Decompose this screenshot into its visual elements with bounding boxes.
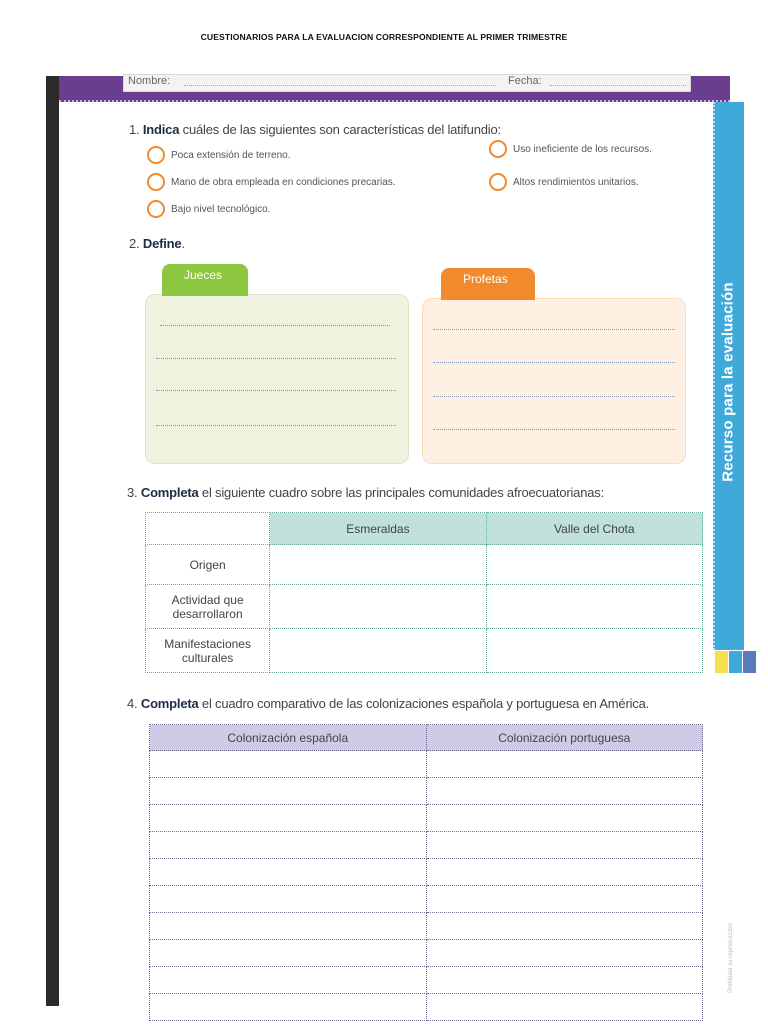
table-cell[interactable] [426,778,703,805]
column-header: Colonización portuguesa [426,725,703,751]
question-3-title [127,485,604,500]
table-row [150,940,703,967]
side-strip-text: Recurso para la evaluación [719,282,737,482]
table-cell[interactable] [150,859,427,886]
table-row [150,751,703,778]
option-circle[interactable] [489,173,507,191]
table-cell[interactable] [426,913,703,940]
answer-line[interactable] [156,390,396,391]
answer-line[interactable] [156,425,396,426]
table-row [150,778,703,805]
answer-line[interactable] [433,329,675,330]
table-cell[interactable] [150,832,427,859]
option-2[interactable] [489,140,652,158]
color-square [729,651,742,673]
table-row [150,913,703,940]
option-label: Poca extensión de terreno. [171,149,291,161]
question-2-number: 2. [129,236,140,251]
option-1[interactable] [147,146,291,164]
name-label: Nombre: [128,75,171,87]
table-cell[interactable] [150,967,427,994]
table-cell[interactable] [426,859,703,886]
name-field[interactable] [184,85,496,86]
table-cell[interactable] [426,751,703,778]
table-cell[interactable] [426,886,703,913]
question-3-text: el siguiente cuadro sobre las principales comunidades afroecuatorianas: [198,485,604,500]
question-2-text: . [181,236,185,251]
question-1-title [129,122,501,137]
table-cell[interactable] [426,994,703,1021]
table-cell[interactable] [486,585,702,629]
table-row [150,886,703,913]
question-4-title [127,696,649,711]
credit-text: Prohibida su reproducción [728,923,734,993]
option-5[interactable] [147,200,271,218]
table-corner [146,513,270,545]
table-cell[interactable] [426,805,703,832]
column-header: Valle del Chota [486,513,702,545]
table-cell[interactable] [150,778,427,805]
question-3-verb: Completa [140,485,199,500]
answer-line[interactable] [433,362,675,363]
question-1-verb: Indica [142,122,180,137]
table-cell[interactable] [150,913,427,940]
table-cell[interactable] [426,832,703,859]
page-left-binding [46,76,59,1006]
answer-line[interactable] [433,429,675,430]
question-4-verb: Completa [140,696,199,711]
header-band [59,76,730,102]
table-cell[interactable] [150,805,427,832]
table-cell[interactable] [150,994,427,1021]
date-field[interactable] [550,85,686,86]
table-cell[interactable] [486,545,702,585]
table-cell[interactable] [150,751,427,778]
option-label: Bajo nivel tecnológico. [171,203,271,215]
row-header: Manifestaciones culturales [146,629,270,673]
answer-line[interactable] [160,325,390,326]
question-2-title [129,236,185,251]
table-cell[interactable] [150,940,427,967]
table-cell[interactable] [270,545,486,585]
question-3-number: 3. [127,485,138,500]
option-label: Uso ineficiente de los recursos. [513,143,652,155]
option-circle[interactable] [147,146,165,164]
color-square [715,651,728,673]
option-label: Altos rendimientos unitarios. [513,176,639,188]
name-date-box [123,74,691,92]
define-box-profetas[interactable] [422,298,686,464]
option-circle[interactable] [489,140,507,158]
question-2-verb: Define [142,236,182,251]
date-label: Fecha: [508,75,542,87]
table-cell[interactable] [426,940,703,967]
document-heading: CUESTIONARIOS PARA LA EVALUACION CORRESPONDIENTE AL PRIMER TRIMESTRE [200,32,568,42]
option-3[interactable] [147,173,396,191]
row-header: Actividad que desarrollaron [146,585,270,629]
worksheet-page [59,76,730,1006]
afro-communities-table [145,512,703,673]
column-header: Colonización española [150,725,427,751]
table-row [150,967,703,994]
answer-line[interactable] [433,396,675,397]
table-cell[interactable] [426,967,703,994]
table-cell[interactable] [150,886,427,913]
option-circle[interactable] [147,200,165,218]
colonization-table [149,724,703,1021]
jueces-tab: Jueces [162,264,248,296]
question-4-text: el cuadro comparativo de las colonizaciones española y portuguesa en América. [198,696,650,711]
column-header: Esmeraldas [270,513,486,545]
question-1-text: cuáles de las siguientes son características del latifundio: [179,122,501,137]
table-row [150,832,703,859]
profetas-tab: Profetas [441,268,535,300]
row-header: Origen [146,545,270,585]
table-row [150,859,703,886]
color-square [743,651,756,673]
define-box-jueces[interactable] [145,294,409,464]
question-4-number: 4. [127,696,138,711]
table-cell[interactable] [270,629,486,673]
table-row [150,994,703,1021]
option-label: Mano de obra empleada en condiciones precarias. [171,176,396,188]
answer-line[interactable] [156,358,396,359]
question-1-number: 1. [129,122,140,137]
table-cell[interactable] [270,585,486,629]
table-cell[interactable] [486,629,702,673]
option-circle[interactable] [147,173,165,191]
table-row [150,805,703,832]
option-4[interactable] [489,173,639,191]
